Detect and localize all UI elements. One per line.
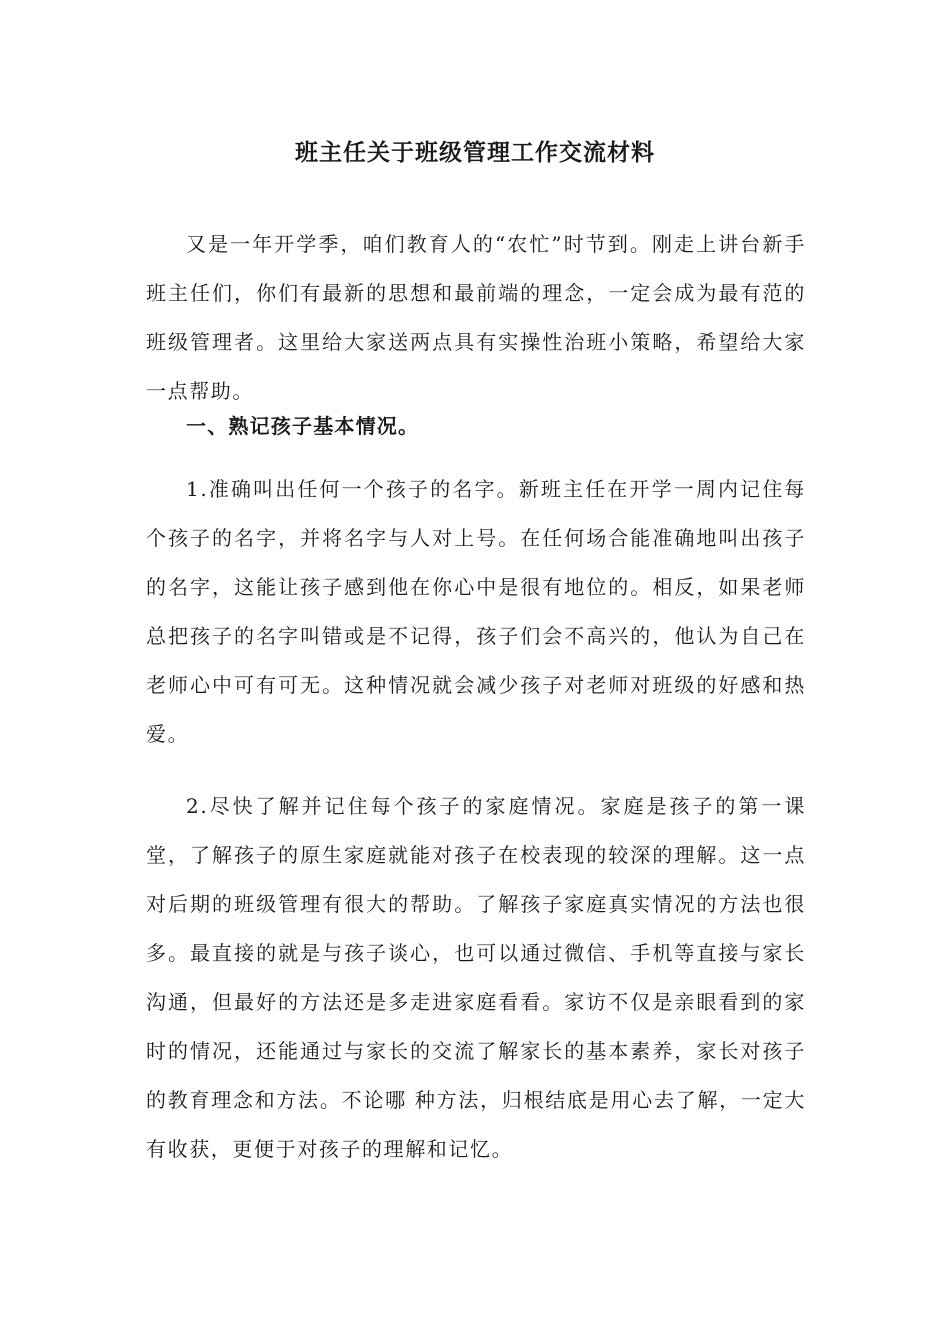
item-1-paragraph: 1.准确叫出任何一个孩子的名字。新班主任在开学一周内记住每个孩子的名字，并将名字与人对上号。在任何场合能准确地叫出孩子的名字，这能让孩子感到他在你心中是很有地位的。相反，如果老师总把孩子的名字叫错或是不记得，孩子们会不高兴的，他认为自己在老师心中可有可无。这种情况就会减少孩子对老师对班级的好感和热爱。 — [146, 477, 806, 746]
intro-section — [146, 220, 806, 416]
section-1 — [146, 402, 806, 451]
item-2-paragraph: 2.尽快了解并记住每个孩子的家庭情况。家庭是孩子的第一课堂，了解孩子的原生家庭就能对孩子在校表现的较深的理解。这一点对后期的班级管理有很大的帮助。了解孩子家庭真实情况的方法也很多。最直接的就是与孩子谈心，也可以通过微信、手机等直接与家长沟通，但最好的方法还是多走进家庭看看。家访不仅是亲眼看到的家时的情况，还能通过与家长的交流了解家长的基本素养，家长对孩子的教育理念和方法。不论哪 种方法，归根结底是用心去了解，一定大有收获，更便于对孩子的理解和记忆。 — [146, 794, 806, 1161]
item-1-section — [146, 465, 806, 759]
intro-paragraph: 又是一年开学季，咱们教育人的“农忙”时节到。刚走上讲台新手班主任们，你们有最新的思想和最前端的理念，一定会成为最有范的班级管理者。这里给大家送两点具有实操性治班小策略，希望给大家一点帮助。 — [146, 232, 806, 403]
section-1-heading: 一、熟记孩子基本情况。 — [186, 414, 420, 438]
item-2-section — [146, 782, 806, 1174]
document-title: 班主任关于班级管理工作交流材料 — [295, 139, 655, 166]
